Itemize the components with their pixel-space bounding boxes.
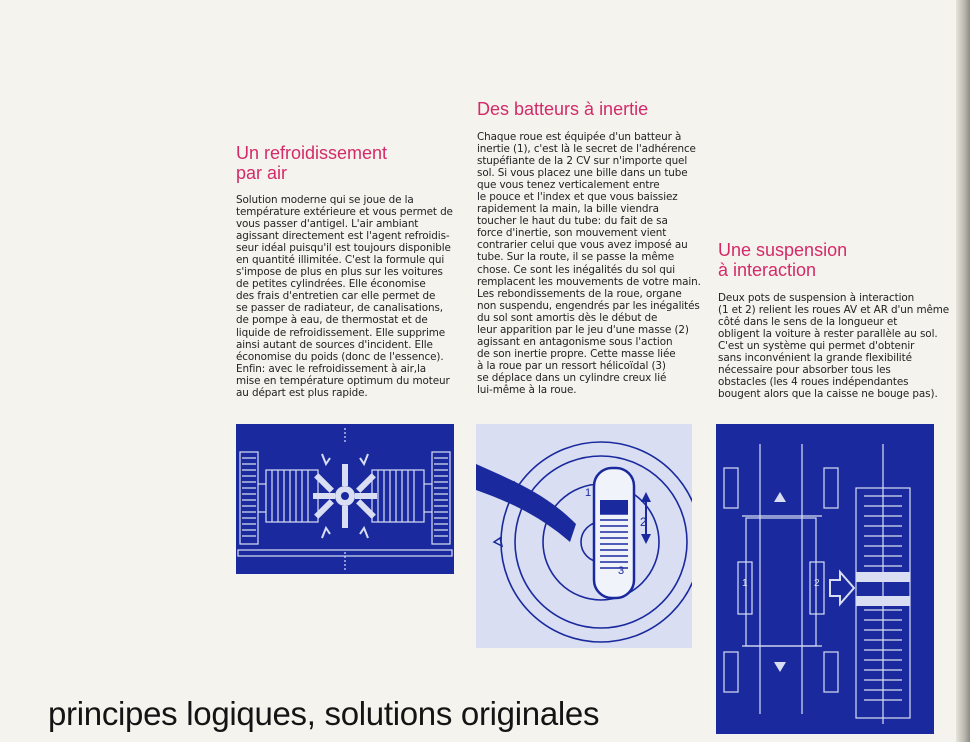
- page-edge: [956, 0, 970, 742]
- suspension-heading: Une suspension à interaction: [718, 240, 848, 280]
- text-line: liquide de refroidissement. Elle supprime: [236, 326, 446, 339]
- text-line: Les rebondissements de la roue, organe: [477, 287, 682, 300]
- text-line: se déplace dans un cylindre creux lié: [477, 371, 667, 384]
- inertia-label-3: 3: [618, 565, 625, 577]
- inertia-label-1: 1: [585, 487, 592, 499]
- text-line: tube. Sur la route, il se passe la même: [477, 251, 674, 264]
- text-line: force d'inertie, son mouvement vient: [477, 227, 667, 240]
- text-line: leur apparition par le jeu d'une masse (2): [477, 323, 689, 336]
- text-line: mise en température optimum du moteur: [236, 374, 450, 387]
- text-line: que vous tenez verticalement entre: [477, 179, 660, 192]
- text-line: chose. Ce sont les inégalités du sol qui: [477, 263, 676, 276]
- text-line: sol. Si vous placez une bille dans un tube: [477, 167, 688, 180]
- text-line: Deux pots de suspension à interaction: [718, 292, 915, 304]
- text-line: agissant en antagonisme sous l'action: [477, 335, 673, 348]
- text-line: (1 et 2) relient les roues AV et AR d'un même: [718, 304, 950, 317]
- text-line: ainsi autant de sources d'incident. Elle: [236, 338, 433, 351]
- text-line: non suspendu, engendrés par les inégalités: [477, 299, 700, 312]
- text-line: au départ est plus rapide.: [236, 386, 368, 399]
- suspension-label-2: 2: [814, 578, 820, 589]
- suspension-label-1: 1: [742, 578, 748, 589]
- text-line: stupéfiante de la 2 CV sur n'importe quel: [477, 155, 688, 168]
- text-line: se passer de radiateur, de canalisations,: [236, 302, 443, 315]
- suspension-body: [718, 292, 950, 401]
- cooling-heading: Un refroidissement par air: [236, 143, 388, 183]
- inertia-diagram: [476, 424, 692, 648]
- text-line: à la roue par un ressort hélicoïdal (3): [477, 359, 666, 372]
- text-line: Enfin: avec le refroidissement à air,la: [236, 362, 427, 375]
- cooling-diagram: [236, 424, 454, 574]
- suspension-diagram: [716, 424, 934, 734]
- text-line: s'impose de plus en plus sur les voitures: [236, 266, 443, 279]
- text-line: économise du poids (donc de l'essence).: [236, 350, 444, 363]
- text-line: Solution moderne qui se joue de la: [236, 194, 414, 206]
- text-line: Chaque roue est équipée d'un batteur à: [477, 131, 682, 143]
- text-line: C'est un système qui permet d'obtenir: [718, 340, 915, 353]
- text-line: du sol sont amortis dès le début de: [477, 311, 658, 324]
- text-line: nécessaire pour absorber tous les: [718, 364, 891, 377]
- inertia-body: [477, 131, 699, 396]
- text-line: contrarier celui que vous avez imposé au: [477, 239, 688, 252]
- text-line: de son inertie propre. Cette masse liée: [477, 347, 676, 360]
- text-line: obligent la voiture à rester parallèle au sol.: [718, 328, 938, 341]
- text-line: de petites cylindrées. Elle économise: [236, 278, 426, 291]
- text-line: remplacent les mouvements de votre main.: [477, 275, 701, 288]
- text-line: en quantité illimitée. C'est la formule qui: [236, 254, 445, 267]
- text-line: sans inconvénient la grande flexibilité: [718, 352, 912, 365]
- text-line: rapidement la main, la bille viendra: [477, 203, 659, 216]
- text-line: des frais d'entretien car elle permet de: [236, 290, 436, 303]
- cooling-body: [236, 194, 458, 399]
- page-tagline: principes logiques, solutions originales: [48, 695, 600, 732]
- text-line: agissant directement est l'agent refroidis-: [236, 230, 450, 243]
- text-line: lui-même à la roue.: [477, 383, 577, 396]
- text-line: vous passer d'antigel. L'air ambiant: [236, 218, 419, 231]
- text-line: le pouce et l'index et que vous baissiez: [477, 191, 678, 204]
- text-line: inertie (1), c'est là le secret de l'adhérence: [477, 143, 696, 156]
- text-line: bougent alors que la caisse ne bouge pas).: [718, 388, 938, 401]
- inertia-heading: Des batteurs à inertie: [477, 99, 649, 119]
- text-line: côté dans le sens de la longueur et: [718, 316, 898, 329]
- inertia-label-2: 2: [640, 515, 647, 529]
- text-line: seur idéal puisqu'il est toujours disponible: [236, 242, 451, 255]
- text-line: toucher le haut du tube: du fait de sa: [477, 215, 668, 228]
- text-line: température extérieure et vous permet de: [236, 206, 453, 219]
- text-line: de pompe à eau, de thermostat et de: [236, 314, 428, 327]
- text-line: obstacles (les 4 roues indépendantes: [718, 376, 909, 389]
